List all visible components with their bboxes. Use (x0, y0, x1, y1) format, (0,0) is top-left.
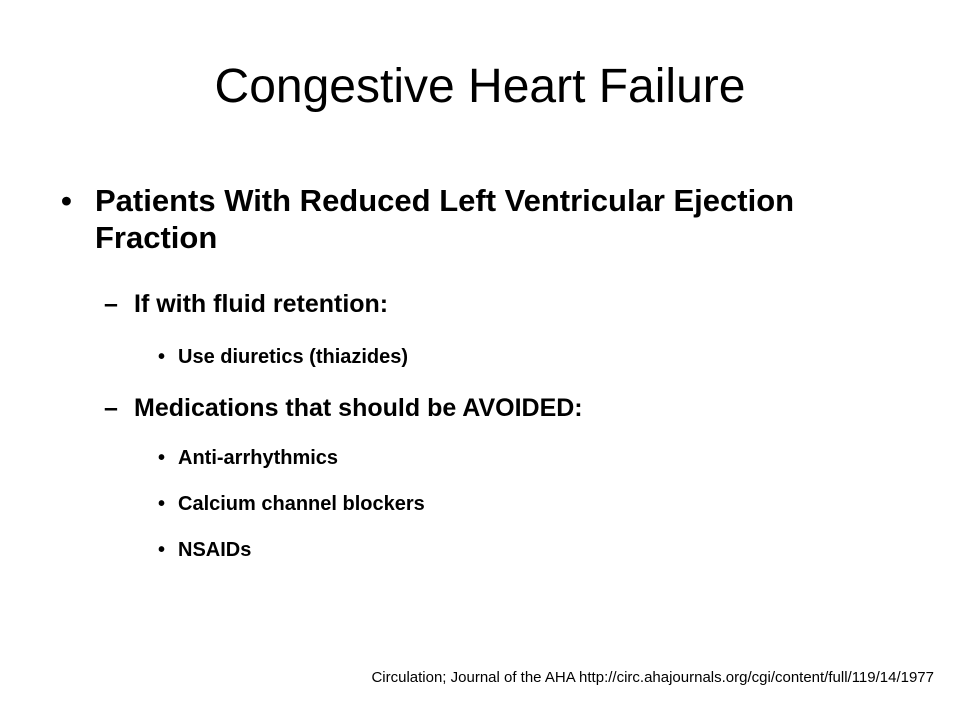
main-bullet (61, 182, 881, 256)
list-item-text: Anti-arrhythmics (178, 447, 339, 469)
sub-bullet-text: Medications that should be AVOIDED: (134, 394, 583, 422)
list-item-nsaids (158, 538, 251, 562)
bullet-icon: • (61, 183, 72, 218)
dash-icon: – (104, 290, 118, 318)
list-item-text: NSAIDs (178, 539, 252, 561)
bullet-icon: • (158, 539, 166, 561)
sub-bullet-fluid-retention (104, 289, 388, 319)
main-bullet-text: Patients With Reduced Left Ventricular Ejection Fraction (95, 183, 795, 256)
bullet-icon: • (158, 447, 166, 469)
sub-bullet-avoided (104, 393, 583, 423)
slide-title: Congestive Heart Failure (214, 60, 746, 113)
list-item-text: Use diuretics (thiazides) (178, 346, 409, 368)
list-item-diuretics (158, 345, 408, 369)
list-item-calcium-channel-blockers (158, 492, 425, 516)
bullet-icon: • (158, 493, 166, 515)
list-item-anti-arrhythmics (158, 446, 338, 470)
sub-bullet-text: If with fluid retention: (134, 290, 389, 318)
citation-footer: Circulation; Journal of the AHA http://circ.ahajournals.org/cgi/content/full/119/14/1977 (371, 669, 934, 686)
bullet-icon: • (158, 346, 166, 368)
dash-icon: – (104, 394, 118, 422)
list-item-text: Calcium channel blockers (178, 493, 425, 515)
